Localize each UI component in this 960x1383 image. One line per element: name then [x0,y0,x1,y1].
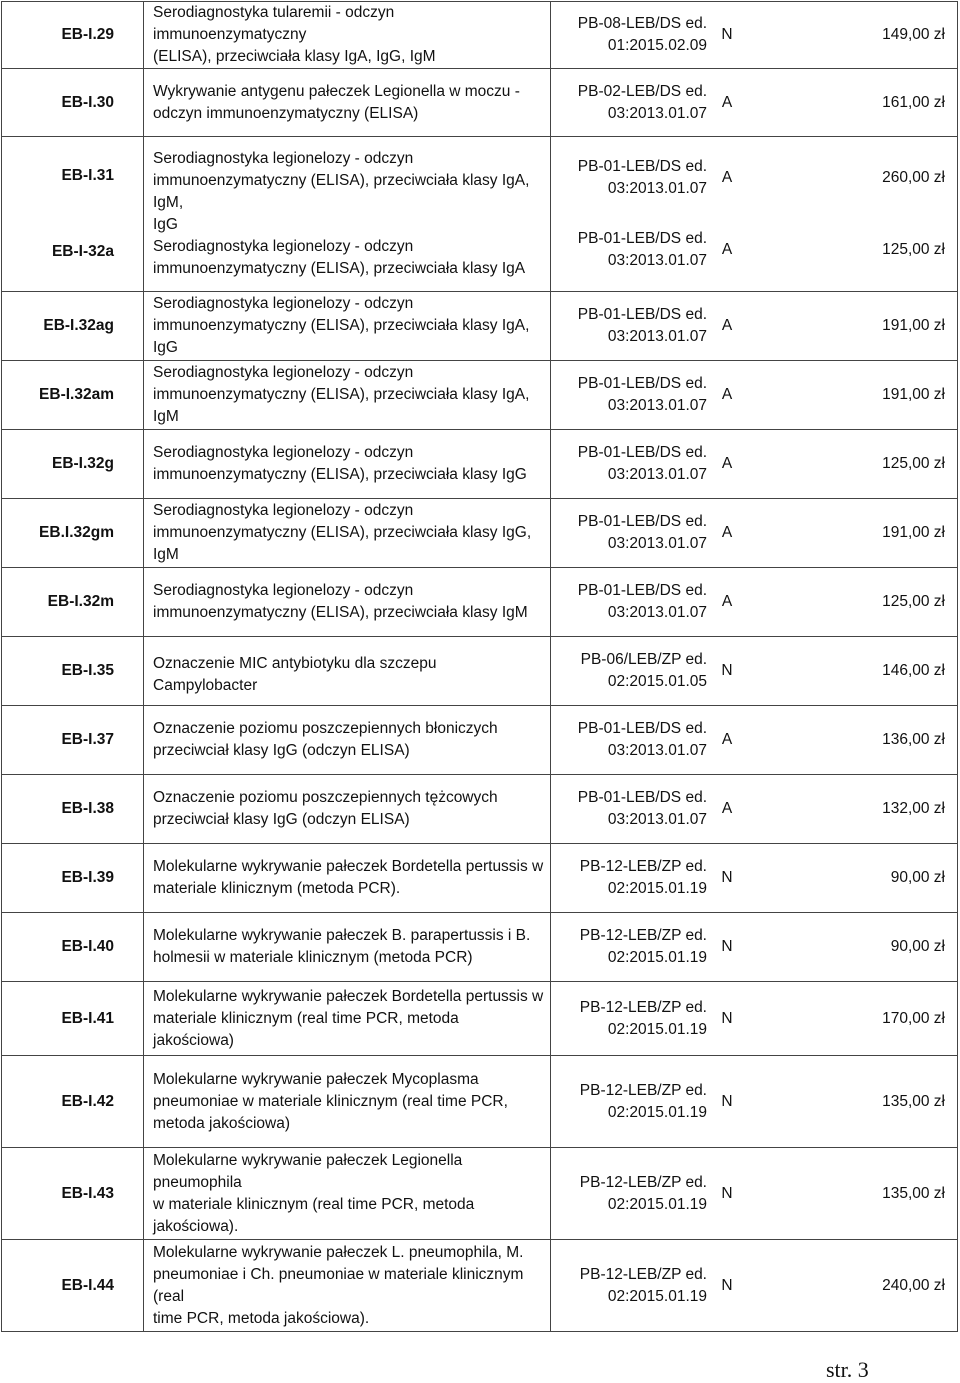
service-description [144,637,551,706]
table-row [2,69,958,137]
price: 191,00 zł [882,524,945,541]
category-code: N [721,1184,733,1202]
description-line: time PCR, metoda jakościowa). [153,1309,370,1327]
description-line: holmesii w materiale klinicznym (metoda PCR) [153,949,473,966]
service-code: EB-I.38 [2,775,144,844]
service-description [144,775,551,844]
description-line: immunoenzymatyczny (ELISA), przeciwciała klasy IgA, IgG [153,317,530,356]
procedure-id: PB-01-LEB/DS ed. [577,230,707,247]
service-description [144,568,551,637]
description-line: metoda jakościowa) [153,1114,290,1132]
description-line: IgG [153,216,178,233]
service-code: EB-I.44 [2,1240,144,1332]
procedure-standard [557,81,707,125]
procedure-standard [557,304,707,348]
description-line: Serodiagnostyka legionelozy - odczyn [153,364,414,381]
service-code: EB-I.39 [2,844,144,913]
procedure-id: PB-12-LEB/ZP ed. [579,998,707,1016]
procedure-standard [557,511,707,555]
procedure-standard [557,373,707,417]
description-line: odczyn immunoenzymatyczny (ELISA) [153,104,419,122]
service-details [551,430,958,499]
service-code: EB.I.32gm [2,499,144,568]
category-code: A [721,93,733,111]
service-code: EB-I.32m [2,568,144,637]
procedure-id: PB-12-LEB/ZP ed. [579,1265,707,1283]
price: 170,00 zł [882,1009,945,1027]
table-row [2,568,958,637]
procedure-standard [557,856,707,900]
description-line: immunoenzymatyczny (ELISA), przeciwciała klasy IgA [153,260,526,277]
service-code: EB-I.30 [2,69,144,137]
procedure-edition: 03:2013.01.07 [607,535,707,552]
procedure-id: PB-02-LEB/DS ed. [577,82,707,100]
procedure-standard [557,1080,707,1124]
category-code: N [721,1276,733,1294]
table-row [2,844,958,913]
description-line: Oznaczenie MIC antybiotyku dla szczepu Campylobacter [153,655,437,694]
description-line: przeciwciał klasy IgG (odczyn ELISA) [153,811,410,828]
category-code: N [721,662,733,679]
price: 125,00 zł [882,593,945,610]
service-details [551,137,958,292]
service-details [551,361,958,430]
service-description [144,844,551,913]
service-code: EB-I.40 [2,913,144,982]
category-code: A [721,455,733,472]
procedure-standard [557,442,707,486]
description-line: przeciwciał klasy IgG (odczyn ELISA) [153,742,410,759]
category-code: N [721,938,733,955]
service-details [551,568,958,637]
category-code: A [721,731,733,748]
description-line: immunoenzymatyczny (ELISA), przeciwciała klasy IgA, IgM [153,386,530,425]
description-line: (ELISA), przeciwciała klasy IgA, IgG, IgM [153,48,436,65]
service-details [551,982,958,1056]
procedure-standard [557,156,707,200]
price-list-table [1,1,958,1332]
service-description [144,982,551,1056]
description-line: Oznaczenie poziomu poszczepiennych tężcowych [153,789,498,806]
procedure-edition: 02:2015.01.19 [607,1020,707,1038]
procedure-id: PB-06/LEB/ZP ed. [580,651,707,668]
price: 161,00 zł [882,93,945,111]
description-line: immunoenzymatyczny (ELISA), przeciwciała klasy IgA, IgM, [153,172,530,211]
procedure-id: PB-01-LEB/DS ed. [577,513,707,530]
price: 149,00 zł [882,26,945,43]
description-line: Molekularne wykrywanie pałeczek Bordetella pertussis w [153,987,544,1005]
procedure-edition: 03:2013.01.07 [607,104,707,122]
procedure-id: PB-01-LEB/DS ed. [577,375,707,392]
procedure-id: PB-01-LEB/DS ed. [577,306,707,323]
procedure-edition: 02:2015.01.19 [607,1287,707,1305]
price: 146,00 zł [882,662,945,679]
procedure-edition: 03:2013.01.07 [607,180,707,197]
service-description [144,430,551,499]
service-description [144,706,551,775]
service-code: EB-I.32ag [2,292,144,361]
table-row [2,913,958,982]
price: 125,00 zł [882,455,945,472]
service-code: EB-I.43 [2,1148,144,1240]
service-description [144,1240,551,1332]
price: 260,00 zł [882,169,945,186]
category-code: A [721,169,733,186]
category-code: A [721,386,733,403]
service-code: EB-I-32a [51,243,114,260]
service-description [144,137,551,292]
table-row [2,982,958,1056]
description-line: Wykrywanie antygenu pałeczek Legionella w moczu - [153,82,520,100]
procedure-id: PB-01-LEB/DS ed. [577,582,707,599]
service-code: EB-I.35 [2,637,144,706]
procedure-standard [557,1172,707,1216]
description-line: materiale klinicznym (real time PCR, metoda jakościowa) [153,1009,459,1049]
procedure-id: PB-01-LEB/DS ed. [577,444,707,461]
procedure-edition: 03:2013.01.07 [607,604,707,621]
service-details [551,1148,958,1240]
category-code: N [721,1092,733,1110]
description-line: Molekularne wykrywanie pałeczek L. pneumophila, M. [153,1243,524,1261]
price: 132,00 zł [882,800,945,817]
service-description [144,499,551,568]
service-details [551,1056,958,1148]
procedure-id: PB-01-LEB/DS ed. [577,789,707,806]
description-line: Molekularne wykrywanie pałeczek Legionella pneumophila [153,1151,463,1191]
page-number: str. 3 [826,1357,869,1382]
description-line: Serodiagnostyka legionelozy - odczyn [153,150,414,167]
service-description [144,1056,551,1148]
procedure-id: PB-12-LEB/ZP ed. [579,858,707,875]
table-row [2,1148,958,1240]
service-code: EB-I.32g [2,430,144,499]
service-code: EB-I.37 [2,706,144,775]
category-code: A [721,317,733,334]
price: 240,00 zł [882,1276,945,1294]
procedure-standard [557,580,707,624]
table-row [2,2,958,69]
service-description [144,69,551,137]
description-line: Oznaczenie poziomu poszczepiennych błoniczych [153,720,498,737]
service-details [551,499,958,568]
category-code: N [721,26,733,43]
description-line: materiale klinicznym (metoda PCR). [153,880,401,897]
service-code: EB-I.29 [2,2,144,69]
service-details [551,844,958,913]
price: 90,00 zł [890,869,945,886]
price: 191,00 zł [882,317,945,334]
description-line: Molekularne wykrywanie pałeczek Mycoplasma [153,1070,479,1088]
procedure-id: PB-01-LEB/DS ed. [577,720,707,737]
price: 125,00 zł [882,241,945,258]
procedure-id: PB-08-LEB/DS ed. [577,15,707,32]
price: 135,00 zł [882,1184,945,1202]
description-line: Molekularne wykrywanie pałeczek Bordetella pertussis w [153,858,544,875]
category-code: A [721,524,733,541]
service-code: EB-I.32am [2,361,144,430]
category-code: A [721,593,733,610]
service-description [144,361,551,430]
table-row [2,292,958,361]
service-details [551,706,958,775]
description-line: Serodiagnostyka legionelozy - odczyn [153,295,414,312]
service-description [144,913,551,982]
table-row [2,137,958,292]
description-line: Serodiagnostyka legionelozy - odczyn [153,582,414,599]
procedure-id: PB-12-LEB/ZP ed. [579,927,707,944]
procedure-edition: 03:2013.01.07 [607,328,707,345]
procedure-edition: 02:2015.01.19 [607,949,707,966]
service-description [144,1148,551,1240]
service-details [551,69,958,137]
service-details [551,913,958,982]
description-line: Molekularne wykrywanie pałeczek B. parapertussis i B. [153,927,531,944]
service-details [551,637,958,706]
procedure-id: PB-12-LEB/ZP ed. [579,1081,707,1099]
description-line: w materiale klinicznym (real time PCR, metoda [153,1195,475,1213]
service-details [551,292,958,361]
price: 90,00 zł [890,938,945,955]
table-row [2,775,958,844]
description-line: pneumoniae w materiale klinicznym (real time PCR, [153,1092,508,1110]
procedure-standard [557,228,707,272]
category-code: A [721,241,733,258]
description-line: Serodiagnostyka legionelozy - odczyn [153,238,414,255]
procedure-id: PB-12-LEB/ZP ed. [579,1173,707,1191]
table-row [2,361,958,430]
description-line: pneumoniae i Ch. pneumoniae w materiale klinicznym (real [153,1265,524,1305]
procedure-edition: 03:2013.01.07 [607,742,707,759]
procedure-edition: 03:2013.01.07 [607,252,707,269]
table-row [2,499,958,568]
service-details [551,1240,958,1332]
description-line: Serodiagnostyka legionelozy - odczyn [153,444,414,461]
service-code: EB-I.42 [2,1056,144,1148]
service-code: EB-I.41 [2,982,144,1056]
category-code: N [721,869,733,886]
procedure-standard [557,13,707,57]
procedure-standard [557,787,707,831]
description-line: immunoenzymatyczny (ELISA), przeciwciała klasy IgG, IgM [153,524,532,563]
procedure-standard [557,718,707,762]
service-details [551,775,958,844]
service-code: EB-I.31 [61,167,114,184]
description-line: Serodiagnostyka tularemii - odczyn immunoenzymatyczny [153,4,395,43]
table-row [2,637,958,706]
procedure-standard [557,925,707,969]
category-code: A [721,800,733,817]
description-line: immunoenzymatyczny (ELISA), przeciwciała klasy IgM [153,604,528,621]
procedure-edition: 02:2015.01.19 [607,1103,707,1121]
procedure-edition: 01:2015.02.09 [607,37,707,54]
service-description [144,2,551,69]
procedure-standard [557,1264,707,1308]
table-row [2,706,958,775]
table-row [2,430,958,499]
service-details [551,2,958,69]
description-line: Serodiagnostyka legionelozy - odczyn [153,502,414,519]
procedure-edition: 02:2015.01.05 [607,673,707,690]
procedure-standard [557,997,707,1041]
price: 136,00 zł [882,731,945,748]
category-code: N [721,1009,733,1027]
procedure-edition: 03:2013.01.07 [607,397,707,414]
procedure-edition: 03:2013.01.07 [607,811,707,828]
description-line: immunoenzymatyczny (ELISA), przeciwciała klasy IgG [153,466,527,483]
table-row [2,1240,958,1332]
price: 135,00 zł [882,1092,945,1110]
procedure-edition: 03:2013.01.07 [607,466,707,483]
procedure-standard [557,649,707,693]
price: 191,00 zł [882,386,945,403]
procedure-edition: 02:2015.01.19 [607,880,707,897]
service-code-group [2,137,144,292]
procedure-edition: 02:2015.01.19 [607,1195,707,1213]
service-description [144,292,551,361]
description-line: jakościowa). [153,1217,239,1235]
table-row [2,1056,958,1148]
procedure-id: PB-01-LEB/DS ed. [577,158,707,175]
